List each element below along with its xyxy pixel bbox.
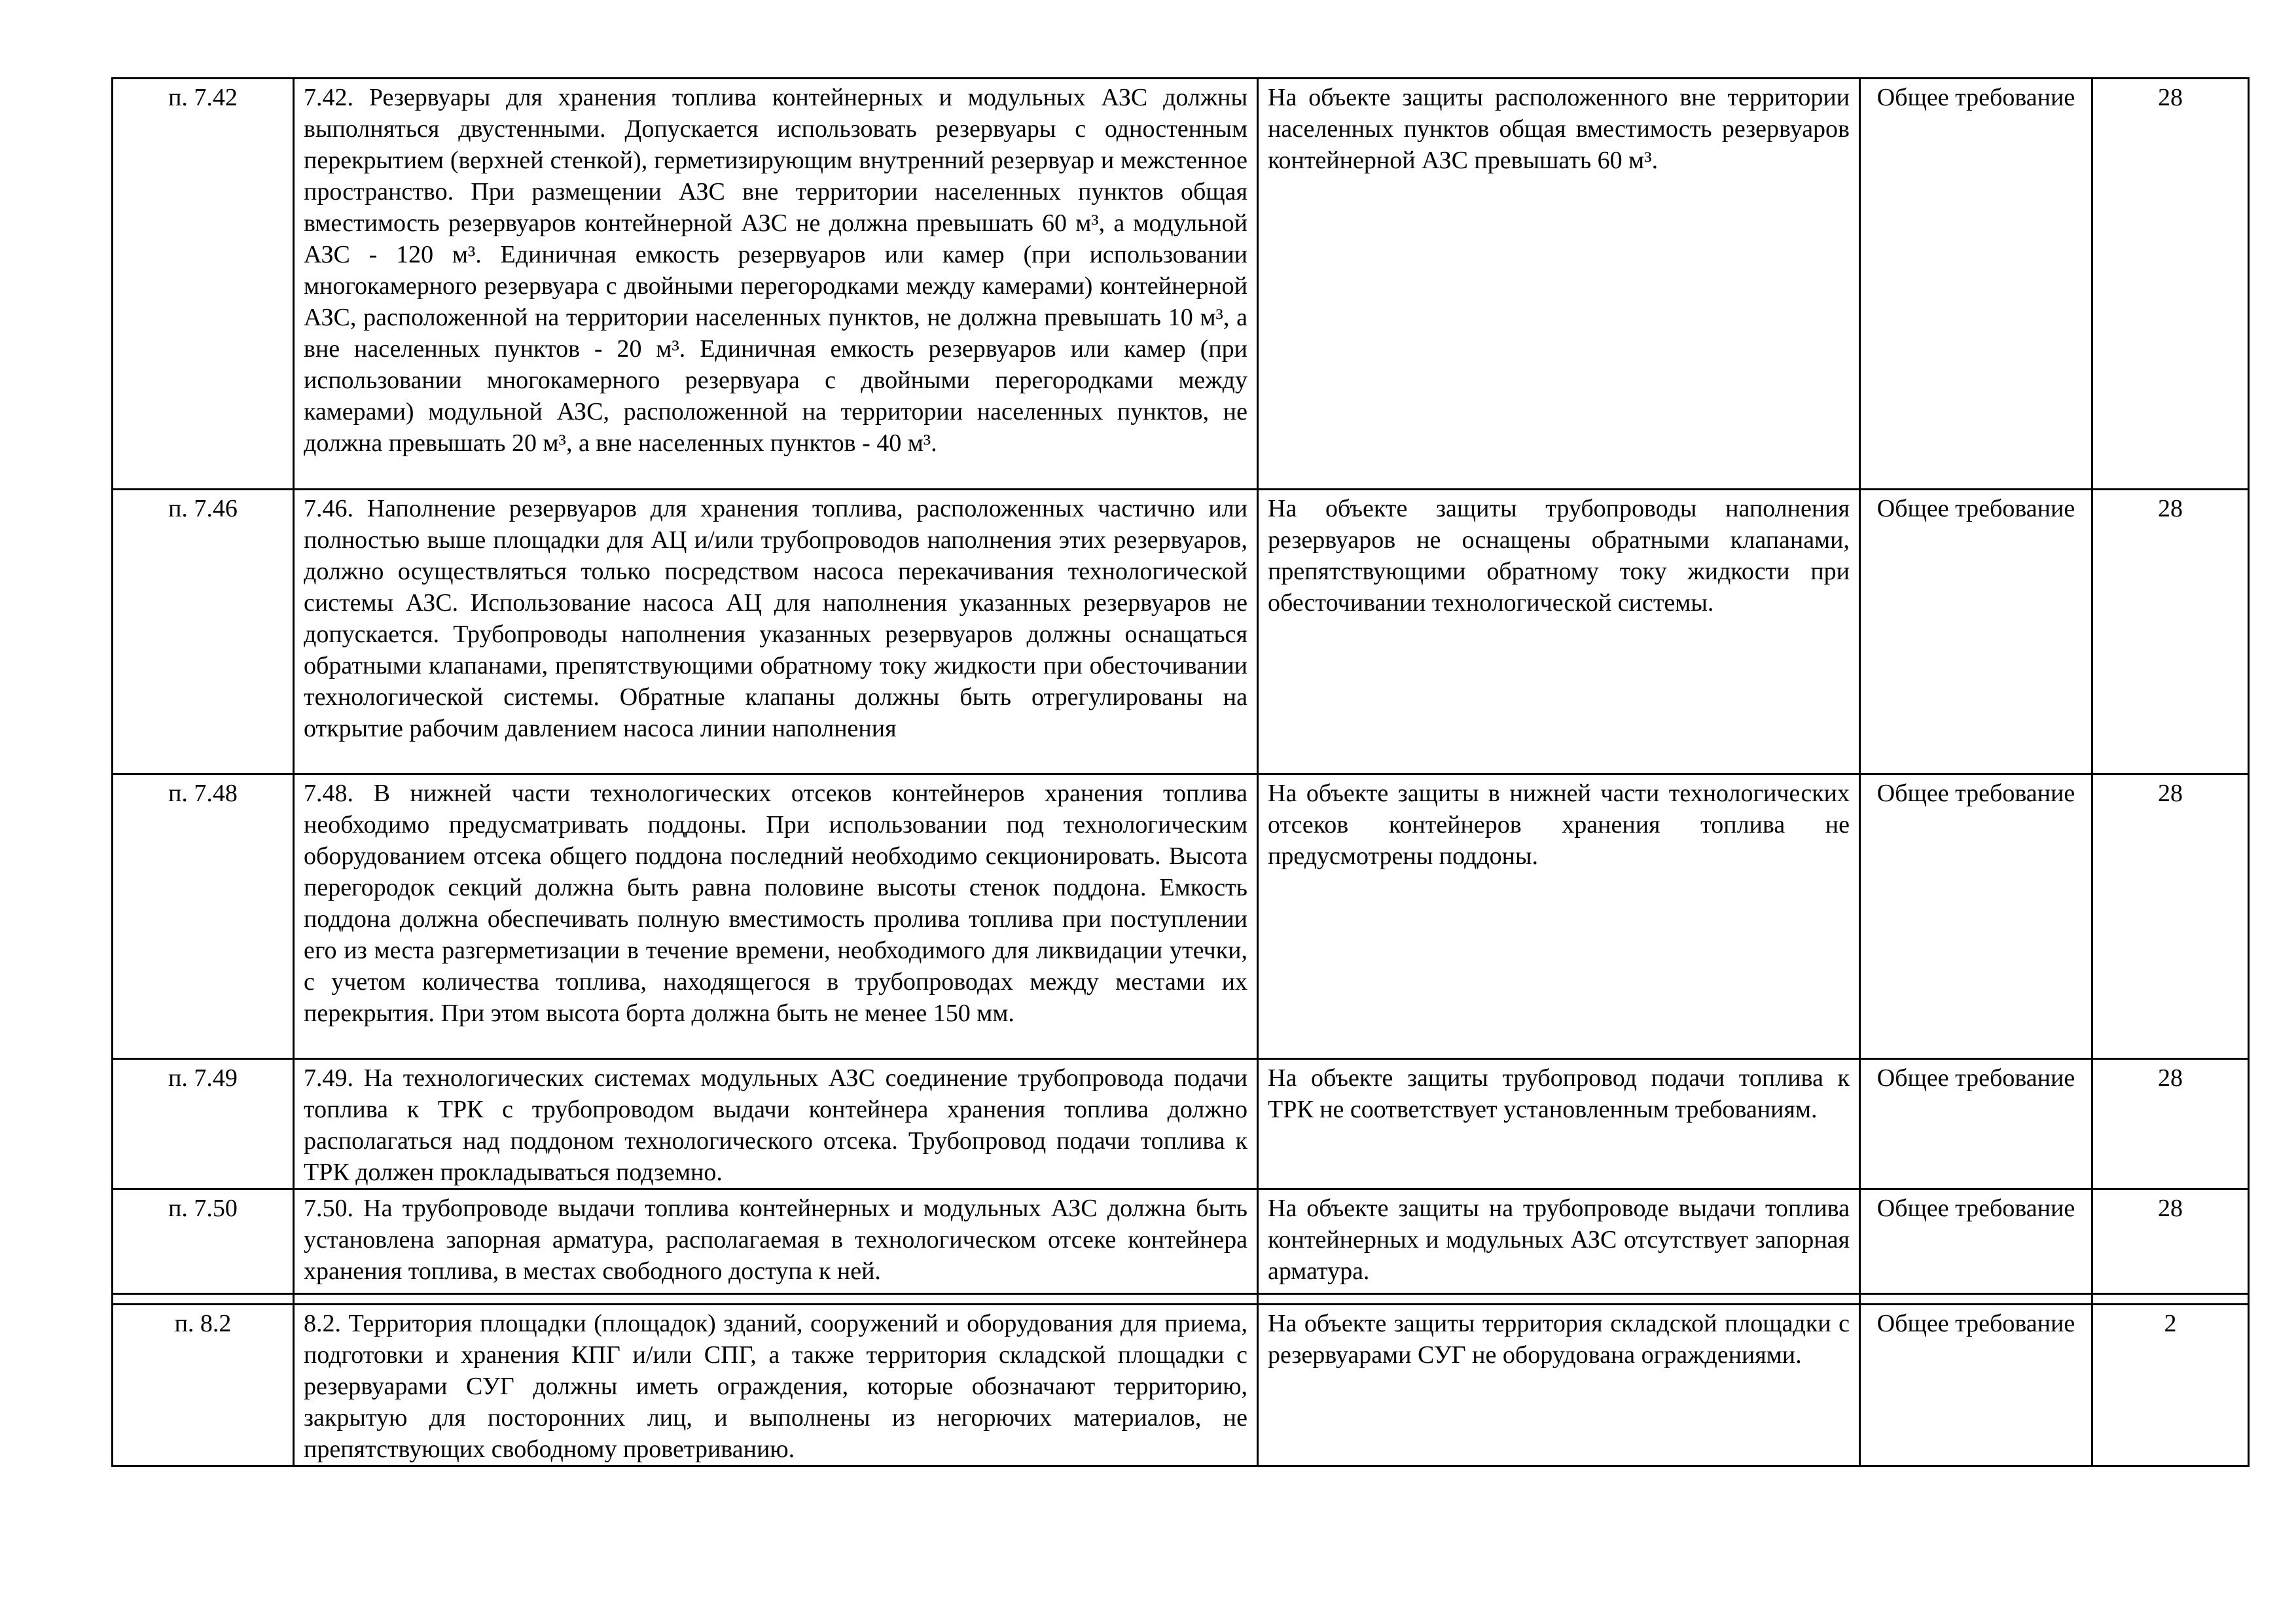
requirement-text: 7.48. В нижней части технологических отсеков контейнеров хранения топлива необходимо предусматривать поддоны. При использовании под технологическим оборудованием отсека общего поддона последний необходимо секционировать. Высота перегородок секций должна быть равна половине высоты стенок поддона. Емкость поддона должна обеспечивать полную вместимость пролива топлива при поступлении его из места разгерметизации в течение времени, необходимого для ликвидации утечки, с учетом количества топлива, находящегося в трубопроводах между местами их перекрытия. При этом высота борта должна быть не менее 150 мм. — [294, 774, 1258, 1059]
row-spacer — [113, 1294, 2249, 1305]
spacer-cell — [113, 1294, 294, 1305]
violation-text: На объекте защиты на трубопроводе выдачи топлива контейнерных и модульных АЗС отсутствует запорная арматура. — [1258, 1189, 1860, 1294]
requirement-type: Общее требование — [1860, 774, 2092, 1059]
table-row — [113, 490, 2249, 774]
row-number: 2 — [2092, 1305, 2249, 1466]
spacer-cell — [2092, 1294, 2249, 1305]
table-row — [113, 79, 2249, 490]
requirement-type: Общее требование — [1860, 1189, 2092, 1294]
spacer-cell — [1258, 1294, 1860, 1305]
requirement-text: 7.49. На технологических системах модульных АЗС соединение трубопровода подачи топлива к ТРК с трубопроводом выдачи контейнера хранения топлива должно располагаться над поддоном технологического отсека. Трубопровод подачи топлива к ТРК должен прокладываться подземно. — [294, 1059, 1258, 1189]
table-row — [113, 1059, 2249, 1189]
violation-text: На объекте защиты в нижней части технологических отсеков контейнеров хранения топлива не предусмотрены поддоны. — [1258, 774, 1860, 1059]
violation-text: На объекте защиты трубопровод подачи топлива к ТРК не соответствует установленным требованиям. — [1258, 1059, 1860, 1189]
requirement-text: 7.46. Наполнение резервуаров для хранения топлива, расположенных частично или полностью выше площадки для АЦ и/или трубопроводов наполнения этих резервуаров, должно осуществляться только посредством насоса перекачивания технологической системы АЗС. Использование насоса АЦ для наполнения указанных резервуаров не допускается. Трубопроводы наполнения указанных резервуаров должны оснащаться обратными клапанами, препятствующими обратному току жидкости при обесточивании технологической системы. Обратные клапаны должны быть отрегулированы на открытие рабочим давлением насоса линии наполнения — [294, 490, 1258, 774]
table-row — [113, 774, 2249, 1059]
document-page — [111, 77, 2248, 1467]
violation-text: На объекте защиты расположенного вне территории населенных пунктов общая вместимость резервуаров контейнерной АЗС превышать 60 м³. — [1258, 79, 1860, 490]
requirement-type: Общее требование — [1860, 1305, 2092, 1466]
row-number: 28 — [2092, 1059, 2249, 1189]
row-number: 28 — [2092, 1189, 2249, 1294]
clause-reference: п. 7.49 — [113, 1059, 294, 1189]
clause-reference: п. 7.46 — [113, 490, 294, 774]
requirement-text: 7.42. Резервуары для хранения топлива контейнерных и модульных АЗС должны выполняться двустенными. Допускается использовать резервуары с одностенным перекрытием (верхней стенкой), герметизирующим внутренний резервуар и межстенное пространство. При размещении АЗС вне территории населенных пунктов общая вместимость резервуаров контейнерной АЗС не должна превышать 60 м³, а модульной АЗС - 120 м³. Единичная емкость резервуаров или камер (при использовании многокамерного резервуара с двойными перегородками между камерами) контейнерной АЗС, расположенной на территории населенных пунктов, не должна превышать 10 м³, а вне населенных пунктов - 20 м³. Единичная емкость резервуаров или камер (при использовании многокамерного резервуара с двойными перегородками между камерами) модульной АЗС, расположенной на территории населенных пунктов, не должна превышать 20 м³, а вне населенных пунктов - 40 м³. — [294, 79, 1258, 490]
requirement-text: 7.50. На трубопроводе выдачи топлива контейнерных и модульных АЗС должна быть установлена запорная арматура, располагаемая в технологическом отсеке контейнера хранения топлива, в местах свободного доступа к ней. — [294, 1189, 1258, 1294]
clause-reference: п. 7.50 — [113, 1189, 294, 1294]
row-number: 28 — [2092, 490, 2249, 774]
table-row — [113, 1189, 2249, 1294]
requirement-text: 8.2. Территория площадки (площадок) зданий, сооружений и оборудования для приема, подготовки и хранения КПГ и/или СПГ, а также территория складской площадки с резервуарами СУГ должны иметь ограждения, которые обозначают территорию, закрытую для посторонних лиц, и выполнены из негорючих материалов, не препятствующих свободному проветриванию. — [294, 1305, 1258, 1466]
violation-text: На объекте защиты трубопроводы наполнения резервуаров не оснащены обратными клапанами, препятствующими обратному току жидкости при обесточивании технологической системы. — [1258, 490, 1860, 774]
requirement-type: Общее требование — [1860, 79, 2092, 490]
clause-reference: п. 7.48 — [113, 774, 294, 1059]
requirement-type: Общее требование — [1860, 490, 2092, 774]
row-number: 28 — [2092, 774, 2249, 1059]
clause-reference: п. 7.42 — [113, 79, 294, 490]
table-row — [113, 1305, 2249, 1466]
spacer-cell — [294, 1294, 1258, 1305]
violation-text: На объекте защиты территория складской площадки с резервуарами СУГ не оборудована ограждениями. — [1258, 1305, 1860, 1466]
row-number: 28 — [2092, 79, 2249, 490]
requirement-type: Общее требование — [1860, 1059, 2092, 1189]
spacer-cell — [1860, 1294, 2092, 1305]
requirements-table — [111, 77, 2250, 1467]
clause-reference: п. 8.2 — [113, 1305, 294, 1466]
